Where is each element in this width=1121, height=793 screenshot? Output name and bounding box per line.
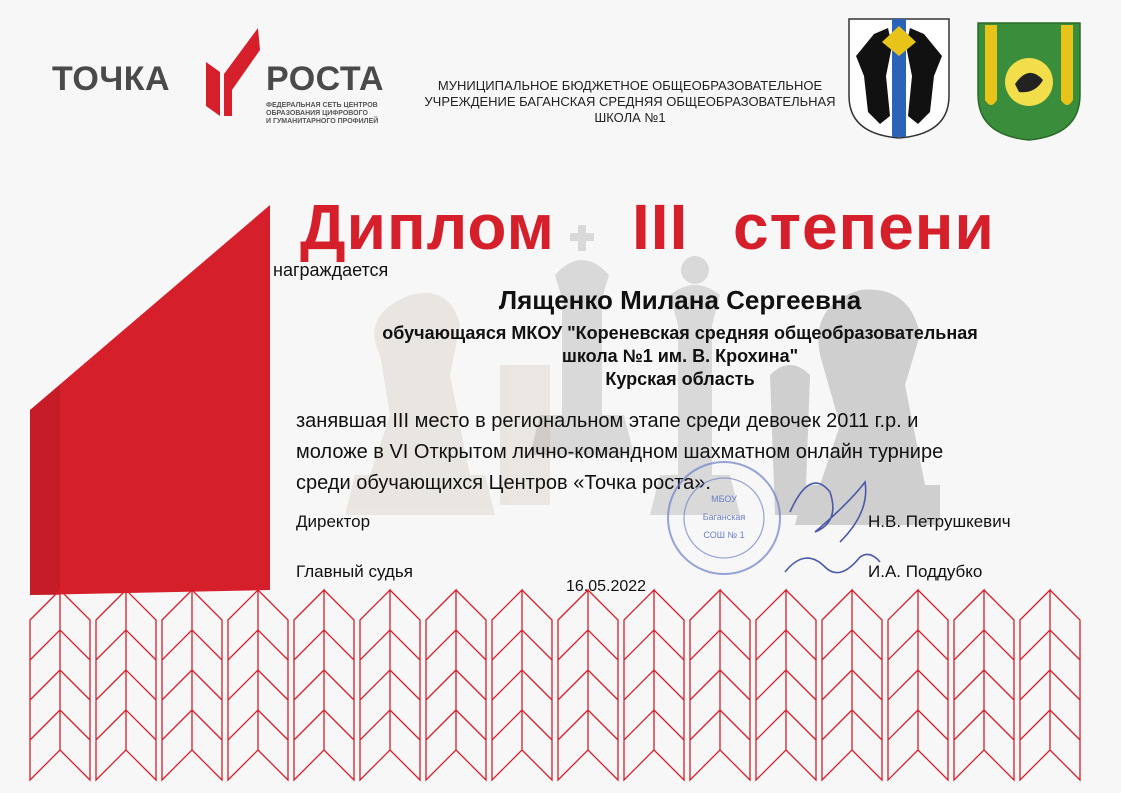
- zigzag-pattern: [0, 580, 1121, 793]
- signature-name: И.А. Поддубко: [868, 562, 983, 581]
- achievement-line: среди обучающихся Центров «Точка роста».: [296, 472, 711, 494]
- recipient-org: [270, 322, 1090, 391]
- stamp-text: МБОУ: [711, 494, 737, 504]
- school-header-line: МУНИЦИПАЛЬНОЕ БЮДЖЕТНОЕ ОБЩЕОБРАЗОВАТЕЛЬНОЕ: [437, 78, 823, 93]
- recipient-region: Курская область: [605, 369, 755, 389]
- logo-subtitle: [266, 102, 378, 126]
- logo-subtitle-line: ОБРАЗОВАНИЯ ЦИФРОВОГО: [266, 110, 368, 117]
- school-header-line: ШКОЛА №1: [594, 110, 666, 125]
- logo-word-tochka: ТОЧКА: [52, 60, 171, 98]
- red-side-banner: [0, 195, 275, 615]
- signature-role: Директор: [296, 512, 371, 531]
- logo-word-rosta: РОСТА: [266, 60, 385, 98]
- logo-subtitle-line: ФЕДЕРАЛЬНАЯ СЕТЬ ЦЕНТРОВ: [266, 102, 378, 109]
- school-stamp: [664, 458, 784, 578]
- recipient-name: Лященко Милана Сергеевна: [498, 285, 862, 315]
- stamp-text: Баганская: [702, 512, 746, 522]
- logo-sprout-icon: [198, 20, 266, 120]
- school-header-line: УЧРЕЖДЕНИЕ БАГАНСКАЯ СРЕДНЯЯ ОБЩЕОБРАЗОВАТЕЛЬНАЯ: [424, 94, 836, 109]
- coat-of-arms-icon: [846, 16, 952, 140]
- achievement-line: занявшая III место в региональном этапе среди девочек 2011 г.р. и: [296, 410, 919, 432]
- stamp-text: СОШ № 1: [703, 530, 745, 540]
- recipient-org-line: обучающаяся МКОУ "Кореневская средняя общеобразовательная: [382, 323, 978, 343]
- signature-role: Главный судья: [296, 562, 413, 581]
- issue-date: 16.05.2022: [566, 578, 647, 595]
- signature-name: Н.В. Петрушкевич: [868, 512, 1011, 531]
- recipient-org-line: школа №1 им. В. Крохина": [561, 346, 799, 366]
- awarded-label: награждается: [273, 260, 389, 280]
- title-degree: III: [632, 191, 689, 263]
- achievement-line: моложе в VI Открытом лично-командном шахматном онлайн турнире: [296, 441, 944, 463]
- school-header: [400, 78, 860, 126]
- coat-of-arms-icon: [975, 20, 1083, 142]
- title-diploma: Диплом: [300, 191, 555, 263]
- title-degree-word: степени: [733, 191, 995, 263]
- logo-subtitle-line: И ГУМАНИТАРНОГО ПРОФИЛЕЙ: [266, 118, 379, 125]
